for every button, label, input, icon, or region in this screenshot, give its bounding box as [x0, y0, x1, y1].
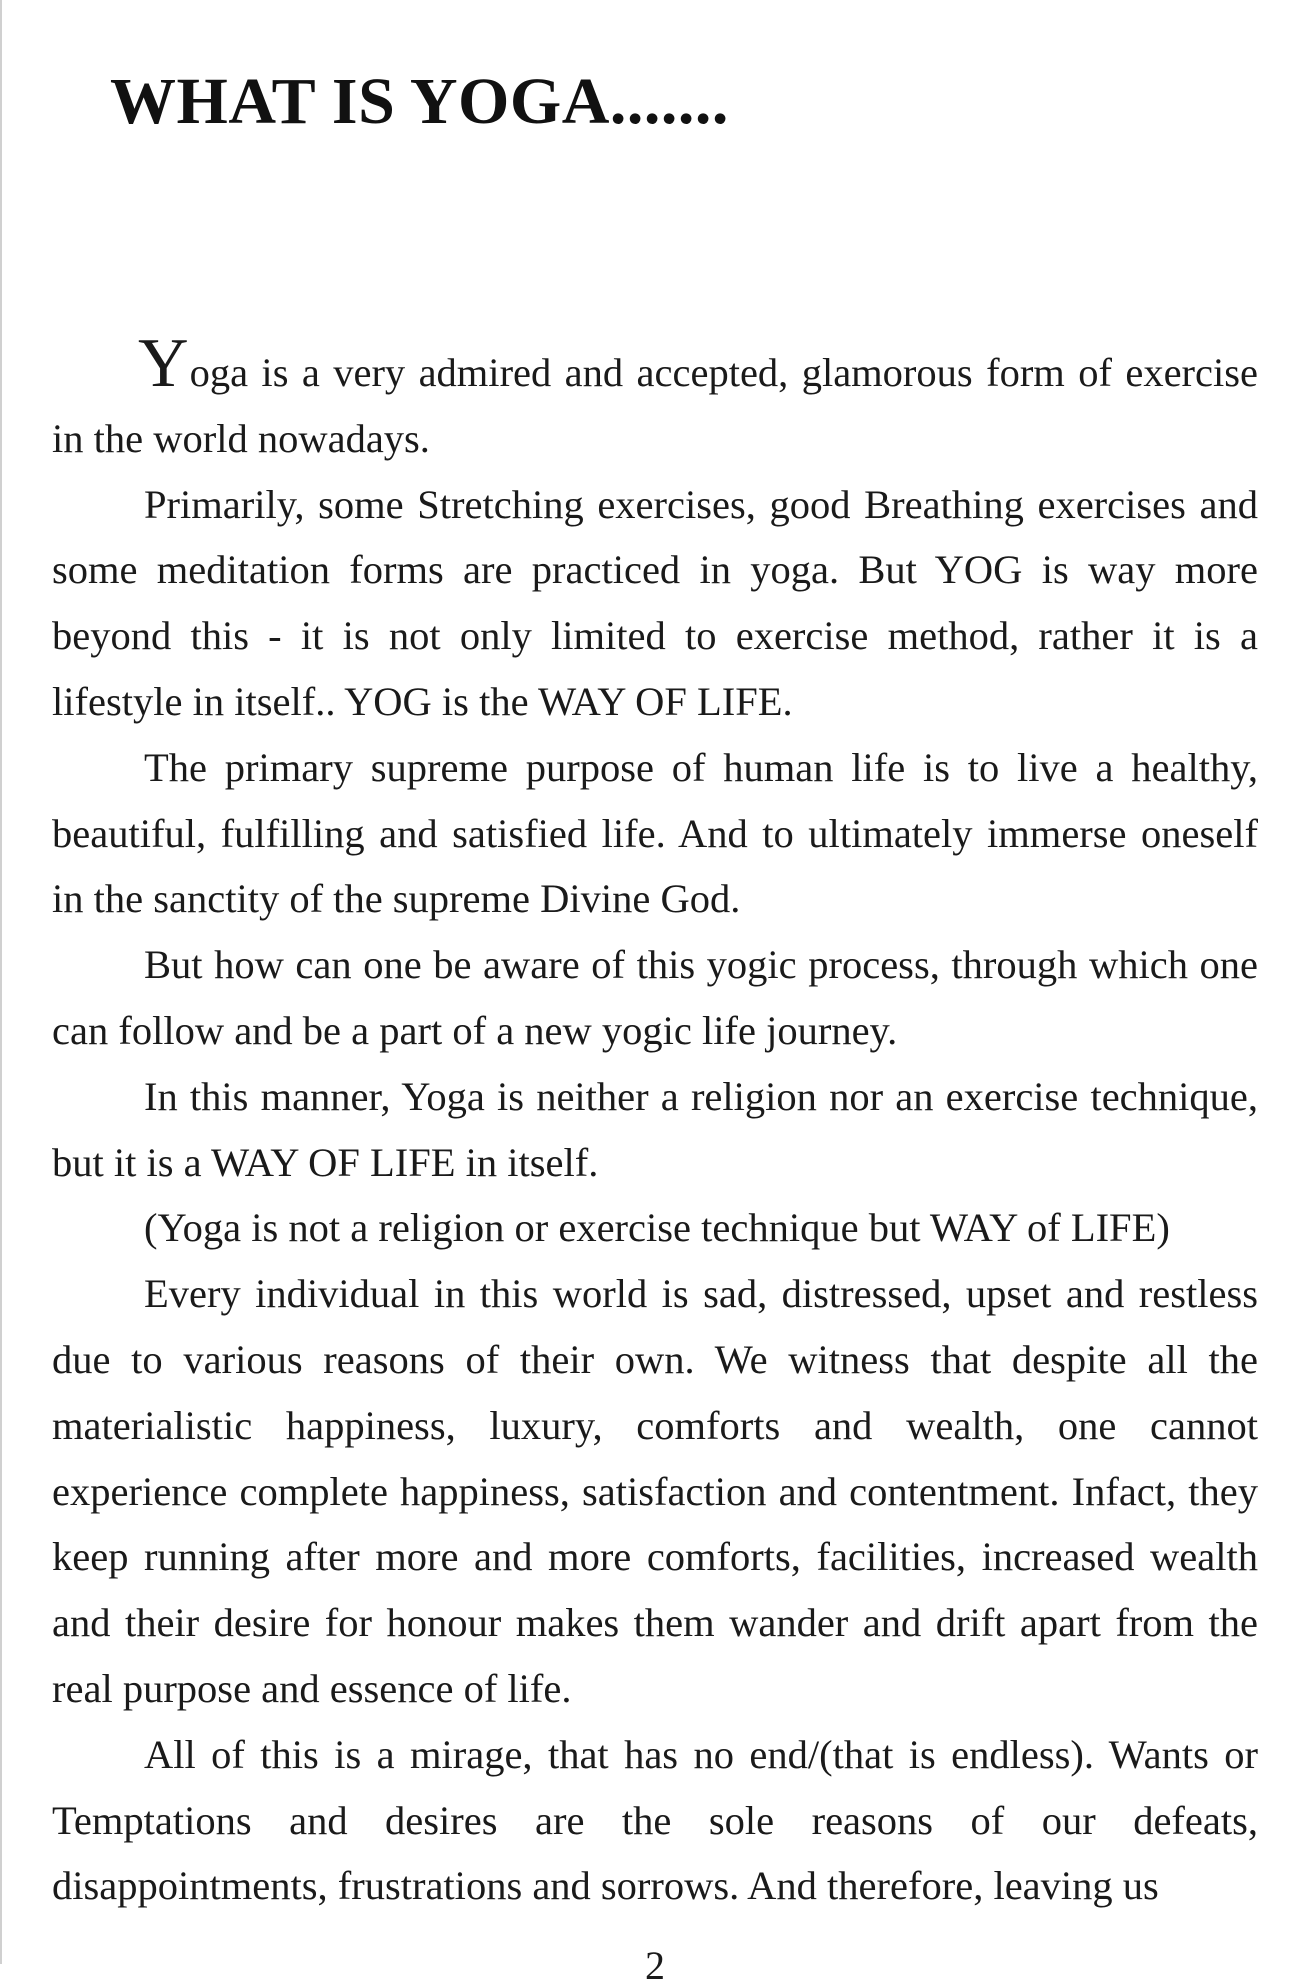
page-number: 2: [645, 1943, 665, 1988]
drop-cap: Y: [138, 325, 190, 402]
paragraph-note: (Yoga is not a religion or exercise technique but WAY of LIFE): [144, 1205, 1170, 1251]
intro-paragraph-text: oga is a very admired and accepted, glamorous form of exercise in the world nowadays.: [52, 350, 1258, 461]
page-title: WHAT IS YOGA.......: [110, 65, 729, 138]
paragraph-way-of-life: In this manner, Yoga is neither a religion nor an exercise technique, but it is a WAY OF LIFE in itself.: [52, 1073, 1258, 1185]
paragraph-purpose: The primary supreme purpose of human life is to live a healthy, beautiful, fulfilling and satisfied life. And to ultimately immerse oneself in the sanctity of the supreme Divine God.: [52, 744, 1258, 922]
intro-paragraph: [52, 325, 1258, 472]
paragraph-individuals: Every individual in this world is sad, distressed, upset and restless due to various reasons of their own. We witness that despite all the materialistic happiness, luxury, comforts and wealth, one cannot experience complete happiness, satisfaction and contentment. Infact, they keep running after more and more comforts, facilities, increased wealth and their desire for honour makes them wander and drift apart from the real purpose and essence of life.: [52, 1271, 1258, 1711]
paragraph-mirage: All of this is a mirage, that has no end/(that is endless). Wants or Temptations and desires are the sole reasons of our defeats, disappointments, frustrations and sorrows. And therefore, leaving us: [52, 1731, 1258, 1909]
page-edge: [0, 0, 2, 1964]
paragraph-practices: Primarily, some Stretching exercises, good Breathing exercises and some meditation forms are practiced in yoga. But YOG is way more beyond this - it is not only limited to exercise method, rather it is a lifestyle in itself.. YOG is the WAY OF LIFE.: [52, 481, 1258, 724]
paragraph-awareness: But how can one be aware of this yogic process, through which one can follow and be a part of a new yogic life journey.: [52, 942, 1258, 1053]
body-text: [52, 325, 1258, 1919]
